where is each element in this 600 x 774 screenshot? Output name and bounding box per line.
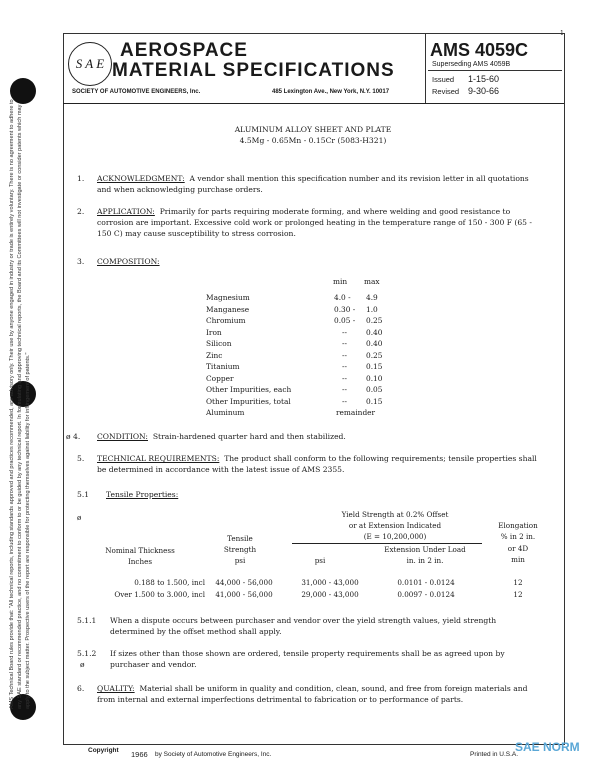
s6-number: 6. (77, 684, 85, 693)
comp-remainder: remainder (336, 408, 376, 417)
comp-max: 1.0 (366, 304, 378, 314)
comp-min: -- (342, 362, 347, 371)
s51-number: 5.1 (77, 490, 90, 499)
s4-text: Strain-hardened quarter hard and then stabilized. (152, 432, 346, 441)
s3-number: 3. (77, 257, 85, 266)
tensile-strength: 41,000 - 56,000 (215, 589, 273, 599)
s512-number: 5.1.2 (77, 649, 97, 658)
copyright-label: Copyright (88, 747, 119, 754)
tensile-h-ts3: psi (234, 556, 246, 565)
tensile-h-thick1: Nominal Thickness (105, 546, 175, 555)
page-mark: 1 (560, 30, 564, 37)
s512-mark: ø (80, 660, 85, 669)
s6-text: Material shall be uniform in quality and condition, clean, sound, and free from foreign materials and from internal and external imperfections detrimental to fabrication or to performance of parts. (97, 684, 528, 705)
comp-element: Silicon (206, 339, 232, 348)
s5-heading: TECHNICAL REQUIREMENTS: (97, 454, 220, 463)
comp-element: Aluminum (206, 408, 245, 417)
comp-max: 0.40 (366, 339, 383, 348)
elongation: 12 (513, 578, 523, 587)
s2-heading: APPLICATION: (97, 207, 155, 216)
extension: 0.0101 - 0.0124 (397, 578, 455, 587)
s5-number: 5. (77, 454, 85, 463)
tensile-h-el2: % in 2 in. (500, 532, 536, 541)
comp-element: Magnesium (206, 293, 250, 302)
comp-min: 0.05 - (334, 316, 356, 325)
superseding: Superseding AMS 4059B (432, 61, 511, 68)
disclaimer-side-text: AMS Technical Board rules provide that: "All technical reports, including standards approved and practices recommended, are advisory only. Their use by anyone engaged in industry or trade is entirely voluntary. There is no agreement to adhere to any SAE standard or recommended practice, and no commitment to conform to or be guided by any technical report. In formulating and approving technical reports, the Board and its Committees will not investigate or consider patents which may apply to the subject matter. Prospective users of the report are responsible for protecting themselves against liability for infringement of patents." (9, 99, 31, 709)
s51-heading: Tensile Properties: (106, 490, 179, 499)
s1-number: 1. (77, 174, 85, 183)
tensile-h-ys3: (E = 10,200,000) (363, 532, 427, 541)
revised-label: Revised (432, 87, 460, 96)
s511-number: 5.1.1 (77, 616, 97, 625)
issued-date: 1-15-60 (468, 74, 500, 84)
tensile-h-ts2: Strength (223, 545, 257, 554)
comp-min: 0.30 - (334, 304, 356, 314)
s4-paragraph (97, 431, 346, 442)
comp-min: -- (342, 396, 347, 406)
comp-element: Iron (206, 327, 222, 337)
comp-max: 0.40 (366, 327, 383, 337)
comp-element: Chromium (206, 316, 246, 325)
s5-paragraph (97, 453, 542, 475)
comp-col-max: max (364, 277, 380, 286)
tensile-h-ys1: Yield Strength at 0.2% Offset (341, 510, 449, 519)
s5-text: The product shall conform to the following requirements; tensile properties shall be determined in accordance with the latest issue of AMS 2355. (97, 454, 537, 475)
ams-number: AMS 4059C (430, 40, 529, 60)
elongation: 12 (513, 589, 523, 599)
comp-min: -- (342, 385, 347, 394)
comp-min: -- (342, 339, 347, 348)
tensile-h-el4: min (511, 555, 525, 564)
s3-heading: COMPOSITION: (97, 257, 160, 266)
s2-paragraph (97, 206, 542, 240)
copyright-year: 1966 (131, 750, 148, 759)
comp-min: -- (342, 327, 347, 337)
tensile-h-ys2: or at Extension Indicated (348, 521, 442, 530)
tensile-h-ext1: Extension Under Load (384, 545, 466, 554)
s512-text: If sizes other than those shown are ordered, tensile property requirements shall be as agreed upon by purchaser and vendor. (110, 649, 505, 670)
s4-heading: CONDITION: (97, 432, 148, 441)
comp-col-min: min (333, 277, 348, 286)
logo-text: S A E (75, 56, 105, 71)
s6-heading: QUALITY: (97, 684, 135, 693)
tensile-thickness: 0.188 to 1.500, incl (134, 578, 205, 587)
s2-text: Primarily for parts requiring moderate forming, and where welding and good resistance to corrosion are important. Excessive cold work or prolonged heating in the temperature range of 150 - 300 F (65 - 150 C) may cause susceptibility to stress corrosion. (97, 207, 532, 239)
header-title-line1: AEROSPACE (120, 40, 248, 61)
yield-strength: 29,000 - 43,000 (301, 589, 359, 599)
society-name: SOCIETY OF AUTOMOTIVE ENGINEERS, Inc. (72, 89, 201, 95)
comp-element: Manganese (206, 304, 250, 314)
comp-max: 0.10 (366, 373, 383, 383)
s4-number: ø 4. (66, 432, 81, 441)
comp-min: -- (342, 350, 347, 360)
tensile-thickness: Over 1.500 to 3.000, incl (114, 589, 205, 599)
tensile-h-el1: Elongation (498, 521, 538, 530)
doc-subtitle: 4.5Mg - 0.65Mn - 0.15Cr (5083-H321) (239, 136, 387, 145)
comp-max: 0.15 (366, 396, 383, 406)
tensile-h-ys-psi: psi (314, 556, 326, 565)
sae-logo (68, 42, 112, 86)
issued-label: Issued (432, 75, 455, 84)
comp-min: 4.0 - (334, 293, 351, 302)
copyright-owner: by Society of Automotive Engineers, Inc. (155, 751, 272, 758)
society-address: 485 Lexington Ave., New York, N.Y. 10017 (272, 89, 390, 95)
comp-max: 0.05 (366, 385, 383, 394)
comp-element: Other Impurities, total (206, 396, 291, 406)
superseding-rule (428, 70, 562, 71)
extension: 0.0097 - 0.0124 (397, 589, 455, 599)
comp-element: Other Impurities, each (206, 385, 292, 394)
comp-max: 0.25 (366, 316, 383, 325)
comp-min: -- (342, 373, 347, 383)
tensile-h-ext2: in. in 2 in. (406, 556, 444, 565)
comp-element: Zinc (206, 350, 223, 360)
comp-element: Titanium (206, 362, 240, 371)
printed-in: Printed in U.S.A. (470, 751, 519, 758)
s1-text: A vendor shall mention this specification number and its revision letter in all quotations and when acknowledging purchase orders. (97, 174, 529, 195)
tensile-h-thick2: Inches (127, 557, 153, 566)
header-rule (63, 103, 564, 104)
sae-norm-watermark: SAE NORM (515, 740, 580, 754)
comp-max: 0.15 (366, 362, 383, 371)
s2-number: 2. (77, 207, 85, 216)
tensile-h-el3: or 4D (507, 544, 529, 553)
comp-element: Copper (206, 373, 234, 383)
comp-max: 4.9 (366, 293, 378, 302)
header-title-line2: MATERIAL SPECIFICATIONS (112, 60, 395, 81)
yield-strength: 31,000 - 43,000 (301, 578, 359, 587)
s511-text: When a dispute occurs between purchaser and vendor over the yield strength values, yield strength determined by the offset method shall apply. (110, 616, 497, 637)
s1-heading: ACKNOWLEDGMENT: (97, 174, 185, 183)
header-divider (425, 33, 426, 103)
s6-paragraph (97, 683, 542, 705)
doc-title: ALUMINUM ALLOY SHEET AND PLATE (234, 125, 392, 134)
revised-date: 9-30-66 (468, 86, 500, 96)
s1-paragraph (97, 173, 542, 195)
tensile-h-ts1: Tensile (227, 534, 253, 543)
tensile-h-rule (292, 543, 482, 544)
tensile-strength: 44,000 - 56,000 (215, 578, 273, 587)
comp-max: 0.25 (366, 350, 383, 360)
tensile-mark: ø (77, 513, 82, 522)
